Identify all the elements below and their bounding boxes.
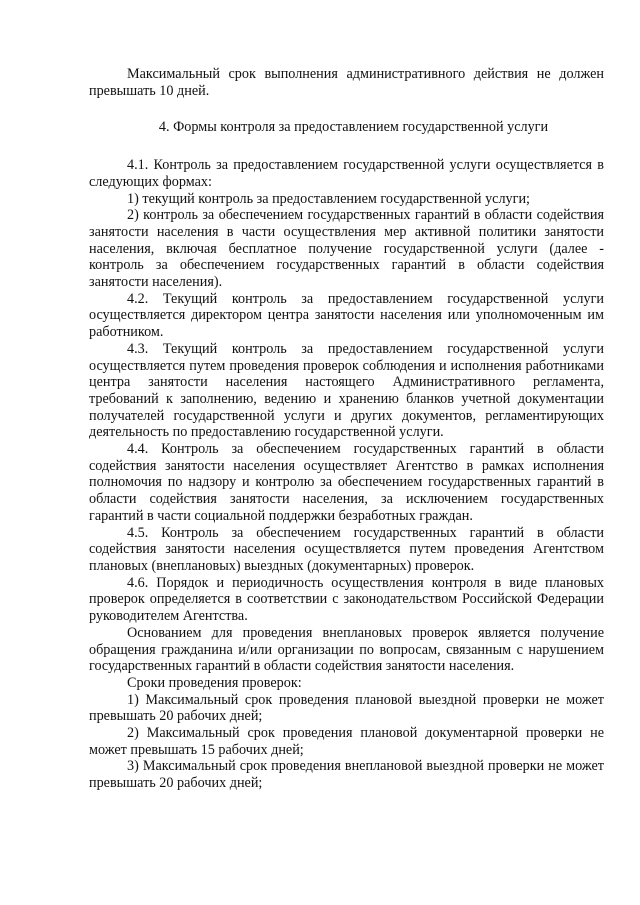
- paragraph-4-3: 4.3. Текущий контроль за предоставлением государственной услуги осуществляется путем проведения проверок соблюдения и исполнения работниками центра занятости населения настоящего Административного регламента, требований к заполнению, ведению и хранению бланков учетной документации получателей государственной услуги и других документов, регламентирующих деятельность по предоставлению государственной услуги.: [89, 340, 604, 441]
- list-item-guarantee-control: 2) контроль за обеспечением государственных гарантий в области содействия занятости населения в части осуществления мер активной политики занятости населения, включая бесплатное получение государственной услуги (далее - контроль за обеспечением государственных гарантий в области содействия занятости населения).: [89, 207, 604, 291]
- document-page: [89, 66, 604, 792]
- section-heading: 4. Формы контроля за предоставлением государственной услуги: [158, 119, 549, 136]
- list-item-term-3: 3) Максимальный срок проведения внеплановой выездной проверки не может превышать 20 рабочих дней;: [89, 758, 604, 792]
- intro-paragraph: Максимальный срок выполнения административного действия не должен превышать 10 дней.: [89, 66, 604, 99]
- paragraph-4-6: 4.6. Порядок и периодичность осуществления контроля в виде плановых проверок определяется в соответствии с законодательством Российской Федерации руководителем Агентства.: [89, 574, 604, 625]
- paragraph-4-2: 4.2. Текущий контроль за предоставлением государственной услуги осуществляется директором центра занятости населения или уполномоченным им работником.: [89, 290, 604, 341]
- list-item-current-control: 1) текущий контроль за предоставлением государственной услуги;: [127, 190, 530, 207]
- list-item-term-1: 1) Максимальный срок проведения плановой выездной проверки не может превышать 20 рабочих дней;: [89, 691, 604, 725]
- paragraph-inspection-terms: Сроки проведения проверок:: [127, 674, 302, 691]
- paragraph-unscheduled-basis: Основанием для проведения внеплановых проверок является получение обращения гражданина и/или организации по вопросам, связанным с нарушением государственных гарантий в области содействия занятости населения.: [89, 624, 604, 675]
- list-item-term-2: 2) Максимальный срок проведения плановой документарной проверки не может превышать 15 рабочих дней;: [89, 725, 604, 758]
- paragraph-4-1: 4.1. Контроль за предоставлением государственной услуги осуществляется в следующих формах:: [89, 157, 604, 190]
- paragraph-4-4: 4.4. Контроль за обеспечением государственных гарантий в области содействия занятости населения осуществляет Агентство в рамках исполнения полномочия по надзору и контролю за обеспечением государственных гарантий в области содействия занятости населения, за исключением государственных гарантий в части социальной поддержки безработных граждан.: [89, 441, 604, 524]
- paragraph-4-5: 4.5. Контроль за обеспечением государственных гарантий в области содействия занятости населения осуществляется путем проведения Агентством плановых (внеплановых) выездных (документарных) проверок.: [89, 524, 604, 574]
